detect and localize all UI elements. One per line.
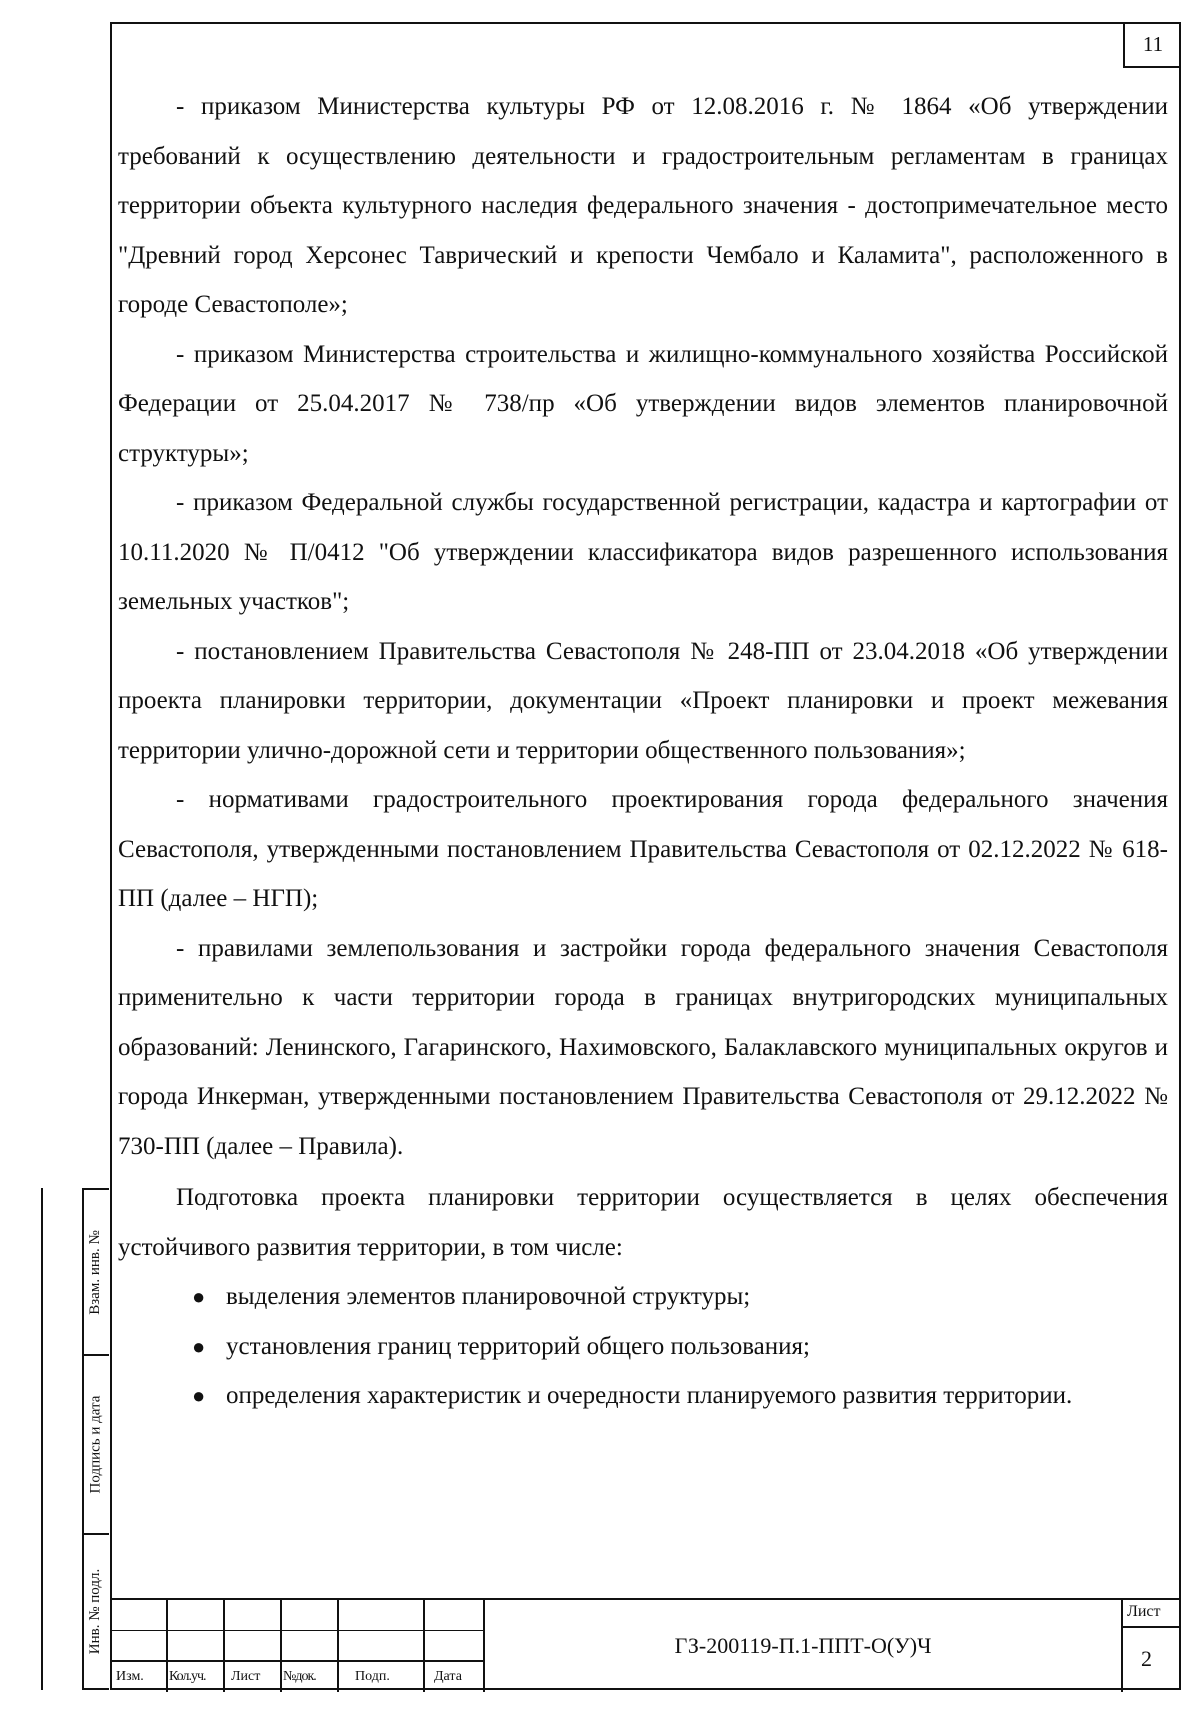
page-number-text: 11 [1142,31,1164,56]
bullet-icon: ● [192,1333,206,1359]
side-stamp-label-vzam: Взам. инв. № [87,1229,103,1315]
title-block-col-line [280,1600,282,1692]
document-code: ГЗ-200119-П.1-ППТ-О(У)Ч [674,1633,932,1658]
title-block-col-line [223,1600,225,1692]
side-stamp-outer-line [41,1188,43,1690]
bullet-icon: ● [192,1383,206,1408]
bullet-list [118,1272,1168,1421]
col-label-kol: Кол.уч. [169,1669,206,1684]
paragraph: - нормативами градостроительного проектирования города федерального значения Севастополя, утвержденными постановлением Правительства Севастополя от 02.12.2022 № 618-ПП (далее – НГП); [118,786,1168,912]
page-number [1123,22,1181,68]
paragraph: - приказом Министерства строительства и жилищно-коммунального хозяйства Российской Федерации от 25.04.2017 № 738/пр «Об утверждении видов элементов планировочной структуры»; [118,340,1168,467]
list-item: ● установления границ территорий общего пользования; [118,1322,1168,1372]
title-block-col-line [166,1600,168,1692]
title-block [110,1598,1181,1690]
paragraph: - приказом Министерства культуры РФ от 12.08.2016 г. № 1864 «Об утверждении требований к осуществлению деятельности и градостроительным регламентам в границах территории объекта культурного наследия федерального значения - достопримечательное место "Древний город Херсонес Таврический и крепости Чембало и Каламита", расположенного в городе Севастополе»; [118,93,1168,318]
side-stamp-label-podpis: Подпись и дата [87,1395,104,1494]
title-block-col-line [337,1600,339,1692]
col-label-data: Дата [434,1669,462,1684]
side-stamp [41,1188,110,1690]
paragraph: - правилами землепользования и застройки города федерального значения Севастополя применительно к части территории города в границах внутригородских муниципальных образований: Ленинского, Гагаринского, Нахимовского, Балаклавского муниципальных округов и города Инкерман, утвержденными постановлением Правительства Севастополя от 29.12.2022 № 730-ПП (далее – Правила). [118,934,1168,1160]
list-item: ● выделения элементов планировочной структуры; [118,1272,1168,1322]
paragraph: - приказом Федеральной службы государственной регистрации, кадастра и картографии от 10.11.2020 № П/0412 "Об утверждении классификатора видов разрешенного использования земельных участков"; [118,489,1168,615]
paragraph: Подготовка проекта планировки территории осуществляется в целях обеспечения устойчивого развития территории, в том числе: [118,1184,1168,1261]
sheet-number: 2 [1141,1646,1152,1671]
title-block-col-line [1121,1600,1123,1692]
sheet-label: Лист [1127,1603,1161,1620]
document-body [118,82,1168,1421]
side-stamp-label-inv: Инв. № подл. [87,1568,103,1655]
title-block-row-line [1121,1626,1179,1628]
title-block-col-line [423,1600,425,1692]
paragraph: - постановлением Правительства Севастополя № 248-ПП от 23.04.2018 «Об утверждении проекта планировки территории, документации «Проект планировки и проект межевания территории улично-дорожной сети и территории общественного пользования»; [118,637,1168,764]
col-label-izm: Изм. [116,1669,144,1684]
col-label-list: Лист [231,1669,261,1684]
col-label-ndok: №док. [283,1669,316,1684]
list-item: ● определения характеристик и очередности планируемого развития территории. [118,1371,1168,1421]
col-label-podp: Подп. [355,1669,390,1684]
bullet-icon: ● [192,1284,206,1309]
